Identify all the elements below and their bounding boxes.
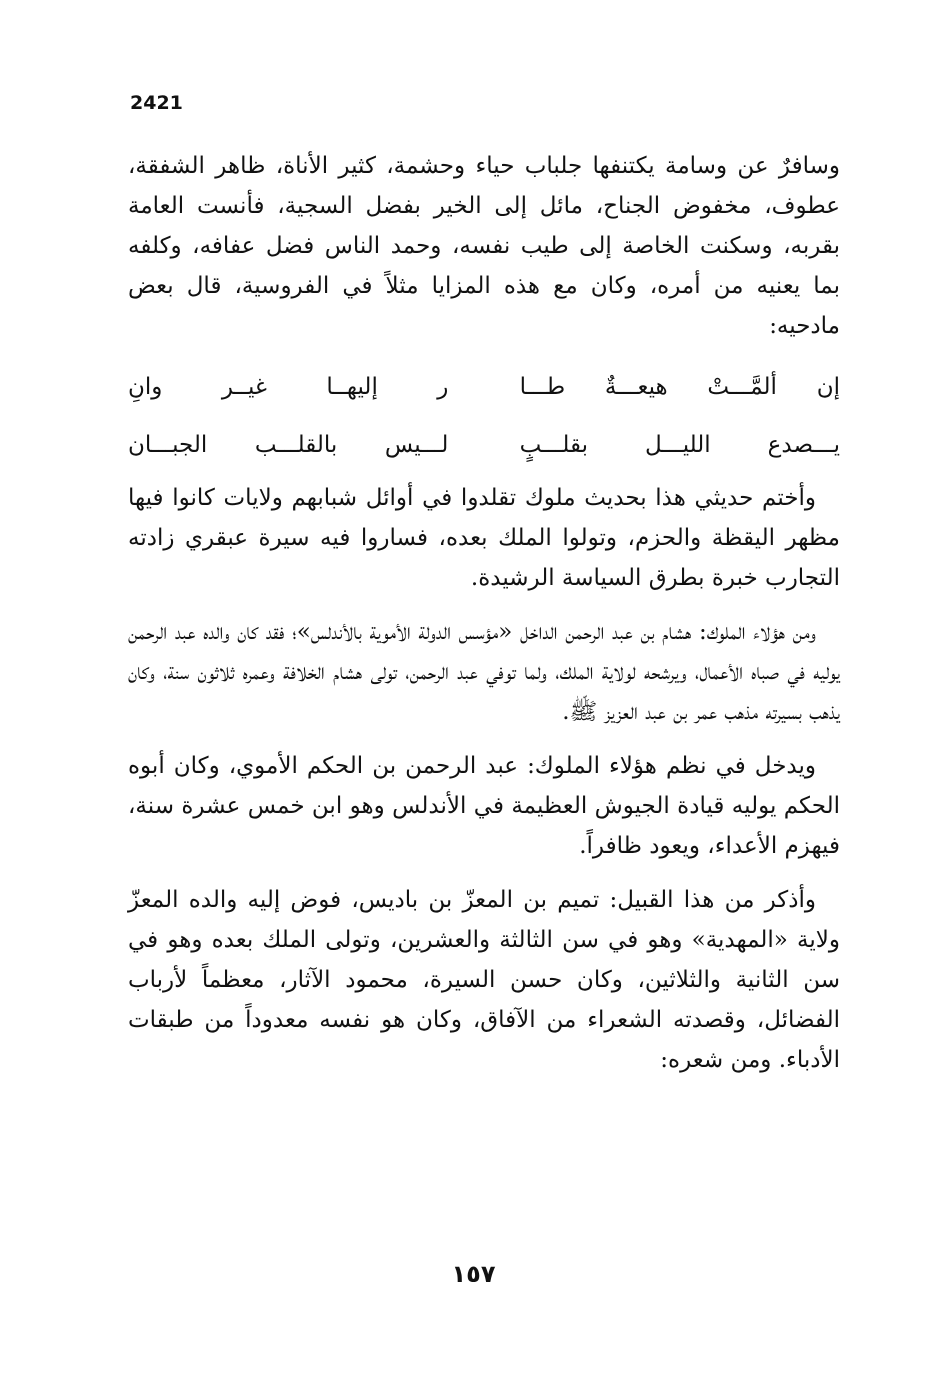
paragraph: ومن هؤلاء الملوك: هشام بن عبد الرحمن الداخل «مؤسس الدولة الأموية بالأندلس»؛ فقد كان والده عبد الرحمن يوليه في صباه الأعمال، ويرشحه لولاية الملك، ولما توفي عبد الرحمن، تولى هشام الخلافة وعمره ثلاثون سنة، وكان يذهب بسيرته مذهب عمر بن عبد العزيز ﷺ. bbox=[128, 619, 840, 725]
verse-line bbox=[128, 358, 840, 416]
verse-second-hemistich: لـــيس بالقلـــب الجبـــان bbox=[128, 432, 449, 458]
verse-first-hemistich: يـــصدع الليـــل بقلـــبٍ bbox=[519, 432, 840, 458]
page-body bbox=[128, 146, 840, 1080]
poem bbox=[128, 358, 840, 474]
verse-line bbox=[128, 416, 840, 474]
page-code: 2421 bbox=[130, 92, 183, 114]
verse-second-hemistich: ر إليهــا غيــر وانِ bbox=[128, 374, 449, 400]
paragraph: ويدخل في نظم هؤلاء الملوك: عبد الرحمن بن الحكم الأموي، وكان أبوه الحكم يوليه قيادة الجيوش العظيمة في الأندلس وهو ابن خمس عشرة سنة، فيهزم الأعداء، ويعود ظافراً. bbox=[128, 753, 840, 859]
paragraph: وسافرٌ عن وسامة يكتنفها جلباب حياء وحشمة، كثير الأناة، ظاهر الشفقة، عطوف، مخفوض الجناح، مائل إلى الخير بفضل السجية، فأنست العامة بقربه، وسكنت الخاصة إلى طيب نفسه، وحمد الناس فضل عفافه، وكلفه بما يعنيه من أمره، وكان مع هذه المزايا مثلاً في الفروسية، قال بعض مادحيه: bbox=[128, 153, 840, 339]
page-number: ١٥٧ bbox=[451, 1260, 496, 1288]
paragraph: وأختم حديثي هذا بحديث ملوك تقلدوا في أوائل شبابهم ولايات كانوا فيها مظهر اليقظة والحزم، وتولوا الملك بعده، فساروا فيه سيرة عبقري زادته التجارب خبرة بطرق السياسة الرشيدة. bbox=[128, 485, 840, 591]
paragraph: وأذكر من هذا القبيل: تميم بن المعزّ بن باديس، فوض إليه والده المعزّ ولاية «المهدية» وهو في سن الثالثة والعشرين، وتولى الملك بعده وهو في سن الثانية والثلاثين، وكان حسن السيرة، محمود الآثار، معظماً لأرباب الفضائل، وقصدته الشعراء من الآفاق، وكان هو نفسه معدوداً من طبقات الأدباء. ومن شعره: bbox=[128, 887, 840, 1073]
verse-first-hemistich: إن ألمَّـــتْ هيعـــةٌ طـــا bbox=[519, 374, 840, 400]
